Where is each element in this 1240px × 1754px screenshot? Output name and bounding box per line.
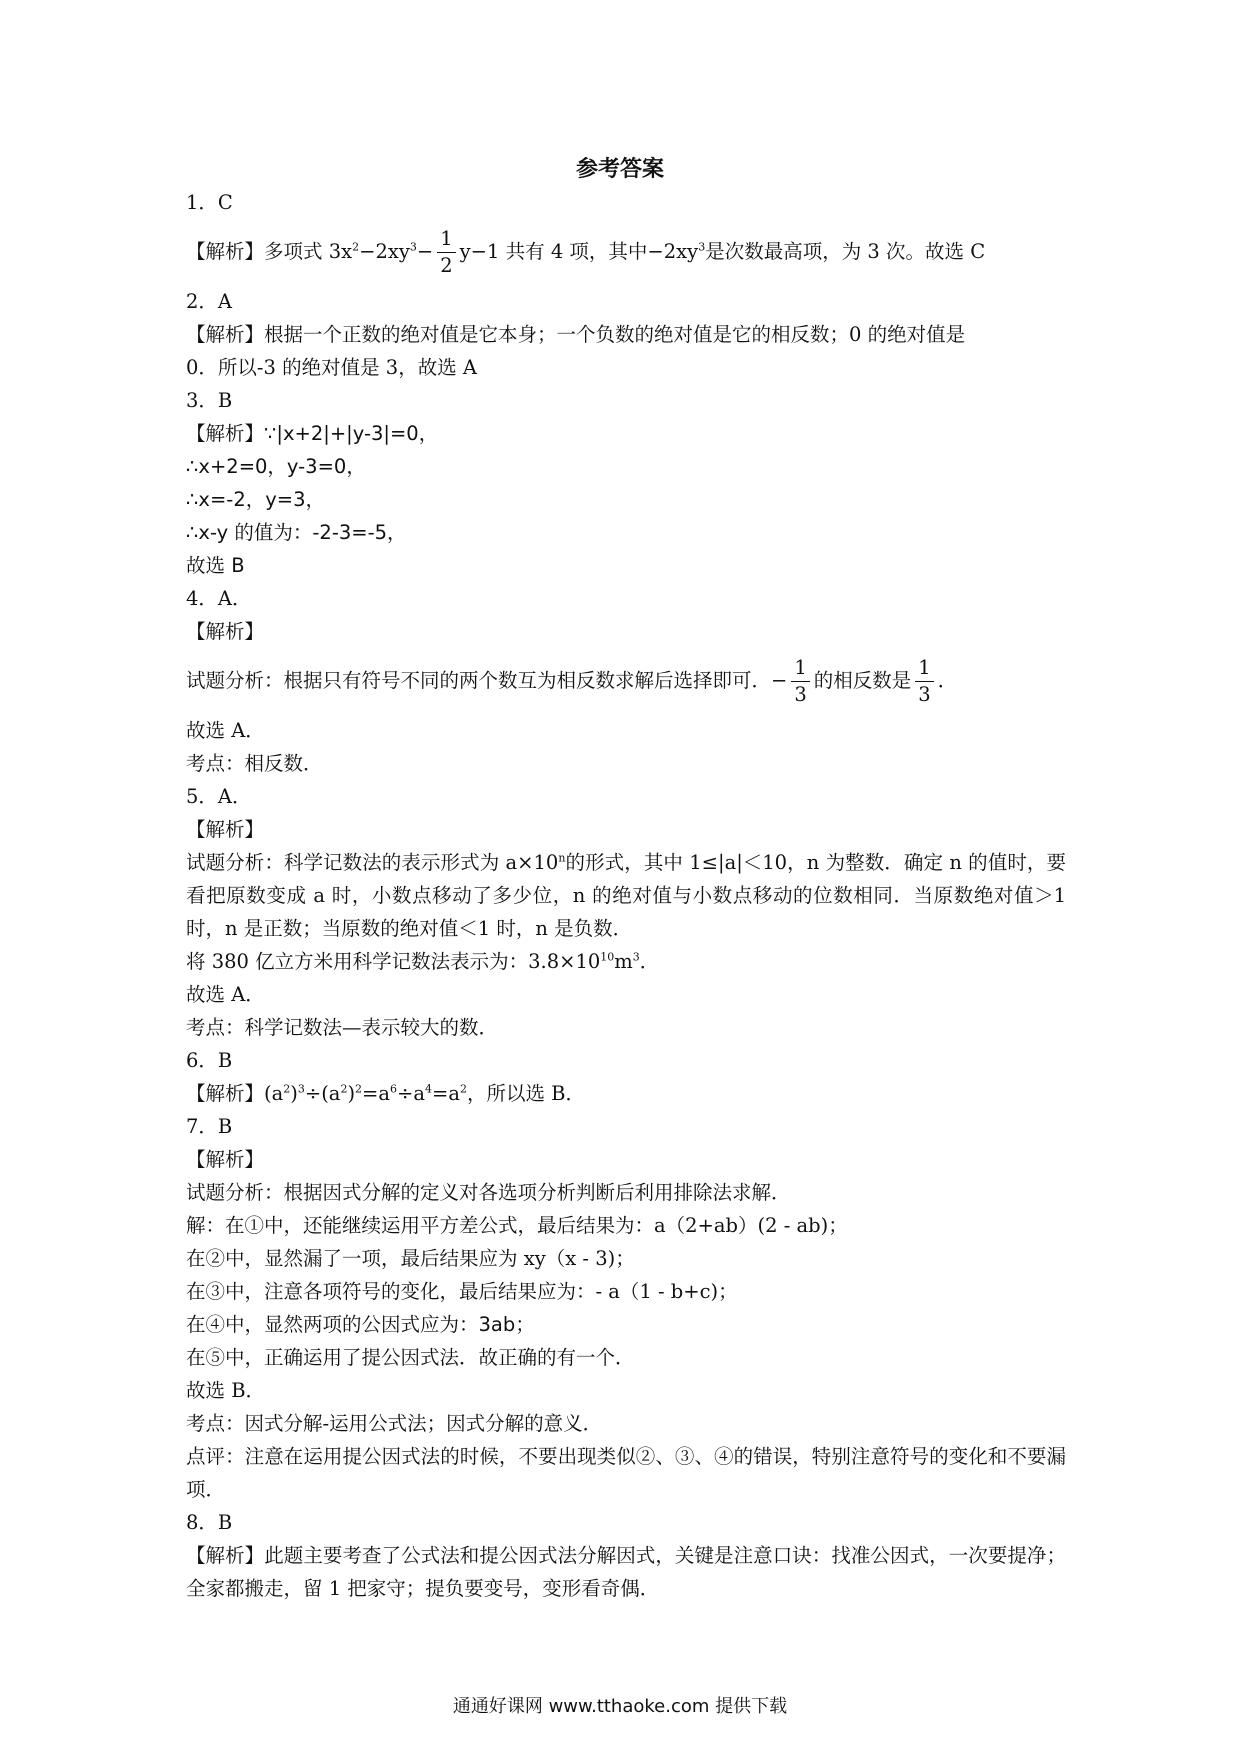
analysis-5-line-4 [186, 945, 1066, 978]
superscript: 3 [632, 950, 640, 964]
text: (a [264, 1082, 284, 1105]
analysis-6 [186, 1077, 1066, 1110]
superscript: 2 [355, 1082, 363, 1096]
minus-sign: − [771, 669, 788, 692]
text: m [614, 950, 633, 973]
text: 多项式 3x [264, 240, 353, 263]
fraction [437, 226, 455, 279]
analysis-7-line-3: 在②中，显然漏了一项，最后结果应为 xy（x - 3)； [186, 1247, 635, 1270]
text: ÷(a [304, 1082, 341, 1105]
answer-7: 7．B [186, 1115, 233, 1138]
text: =a [362, 1082, 391, 1105]
superscript: 4 [424, 1082, 432, 1096]
superscript: 10 [600, 950, 615, 964]
text: −2xy [359, 240, 410, 263]
answer-6: 6．B [186, 1049, 233, 1072]
text: 将 380 亿立方米用科学记数法表示为：3.8×10 [186, 950, 601, 973]
analysis-tag: 【解析】 [186, 1148, 265, 1171]
analysis-tag: 【解析】 [186, 422, 265, 445]
text: ． [639, 950, 660, 973]
text: =a [431, 1082, 460, 1105]
text: 试题分析：根据只有符号不同的两个数互为相反数求解后选择即可． [186, 669, 772, 692]
analysis-5-line-6: 考点：科学记数法—表示较大的数． [186, 1016, 499, 1039]
analysis-3-line-1 [186, 417, 1066, 450]
text: 试题分析：科学记数法的表示形式为 a×10 [186, 851, 559, 874]
superscript: n [558, 851, 566, 865]
analysis-8: 【解析】此题主要考查了公式法和提公因式法分解因式，关键是注意口诀：找准公因式，一次要提净；全家都搬走，留 1 把家守；提负要变号，变形看奇偶． [186, 1544, 1066, 1600]
text: 是次数最高项，为 3 次。故选 C [705, 240, 986, 263]
text: 3ab； [478, 1313, 535, 1336]
analysis-7-line-7: 故选 B． [186, 1379, 266, 1402]
answer-body [186, 186, 1066, 1605]
denominator: 2 [440, 254, 453, 277]
analysis-5-paragraph [186, 846, 1066, 945]
denominator: 3 [794, 683, 807, 706]
answer-8: 8．B [186, 1511, 233, 1534]
page-title: 参考答案 [575, 157, 664, 182]
analysis-7-comment: 点评：注意在运用提公因式法的时候，不要出现类似②、③、④的错误，特别注意符号的变化和不要漏项． [186, 1445, 1066, 1501]
text: ) [347, 1082, 356, 1105]
text: 故选 [186, 554, 232, 577]
superscript: 3 [409, 240, 417, 254]
analysis-7-line-4: 在③中，注意各项符号的变化，最后结果应为：- a（1 - b+c)； [186, 1280, 738, 1303]
text: ． [937, 669, 958, 692]
analysis-5-line-5: 故选 A． [186, 983, 265, 1006]
analysis-tag: 【解析】 [186, 818, 265, 841]
numerator: 1 [915, 655, 933, 682]
analysis-3-line-5 [186, 549, 1066, 582]
analysis-3-line-3: ∴x=-2，y=3， [186, 488, 326, 511]
superscript: 2 [352, 240, 360, 254]
analysis-2-line-1: 【解析】根据一个正数的绝对值是它本身；一个负数的绝对值是它的相反数；0 的绝对值是 [186, 323, 966, 346]
superscript: 3 [297, 1082, 305, 1096]
analysis-7-line-1: 试题分析：根据因式分解的定义对各选项分析判断后利用排除法求解． [186, 1181, 791, 1204]
analysis-7-line-6: 在⑤中，正确运用了提公因式法．故正确的有一个． [186, 1346, 635, 1369]
text: y−1 共有 4 项，其中−2xy [459, 240, 699, 263]
analysis-tag: 【解析】 [186, 620, 265, 643]
analysis-tag: 【解析】 [186, 1082, 265, 1105]
superscript: 3 [698, 240, 706, 254]
superscript: 2 [459, 1082, 467, 1096]
text: 的形式，其中 1≤|a|＜10，n 为整数．确定 n 的值时，要看把原数变成 a 时，小数点移动了多少位，n 的绝对值与小数点移动的位数相同．当原数绝对值＞1 时，n 是正数；当原数的绝对值＜1 时，n 是负数． [186, 851, 1066, 940]
analysis-2-line-2: 0．所以-3 的绝对值是 3，故选 A [186, 356, 477, 379]
analysis-3-line-2: ∴x+2=0，y-3=0， [186, 455, 366, 478]
text: − [416, 240, 434, 263]
fraction [915, 655, 933, 708]
numerator: 1 [437, 226, 455, 253]
analysis-4-line-2: 故选 A． [186, 719, 265, 742]
text: 的值为： [228, 521, 313, 544]
analysis-7-line-2: 解：在①中，还能继续运用平方差公式，最后结果为：a（2+ab）(2 - ab)； [186, 1214, 848, 1237]
fraction [791, 655, 809, 708]
text: ，所以选 B． [466, 1082, 585, 1105]
text: ) [290, 1082, 298, 1105]
denominator: 3 [918, 683, 931, 706]
text: ∵|x+2|+|y-3|=0， [264, 422, 439, 445]
analysis-4-line-3: 考点：相反数． [186, 752, 323, 775]
analysis-4-line-1 [186, 648, 1066, 714]
analysis-7-line-8: 考点：因式分解-运用公式法；因式分解的意义． [186, 1412, 603, 1435]
answer-5: 5．A． [186, 785, 252, 808]
text: ÷a [397, 1082, 425, 1105]
footer-credit: 通通好课网 www.tthaoke.com 提供下载 [452, 1696, 788, 1717]
answer-2: 2．A [186, 290, 232, 313]
text: 在④中，显然两项的公因式应为： [186, 1313, 479, 1336]
text: -2-3=-5， [312, 521, 407, 544]
superscript: 6 [390, 1082, 398, 1096]
text: B [231, 554, 245, 577]
answer-1: 1．C [186, 191, 233, 214]
analysis-tag: 【解析】 [186, 240, 265, 263]
analysis-1 [186, 219, 1066, 285]
numerator: 1 [791, 655, 809, 682]
answer-3: 3．B [186, 389, 233, 412]
answer-4: 4．A． [186, 587, 252, 610]
analysis-3-line-4 [186, 516, 1066, 549]
text: 的相反数是 [813, 669, 912, 692]
superscript: 2 [340, 1082, 348, 1096]
text: ∴x-y [186, 521, 229, 544]
analysis-7-line-5 [186, 1308, 1066, 1341]
superscript: 2 [283, 1082, 291, 1096]
